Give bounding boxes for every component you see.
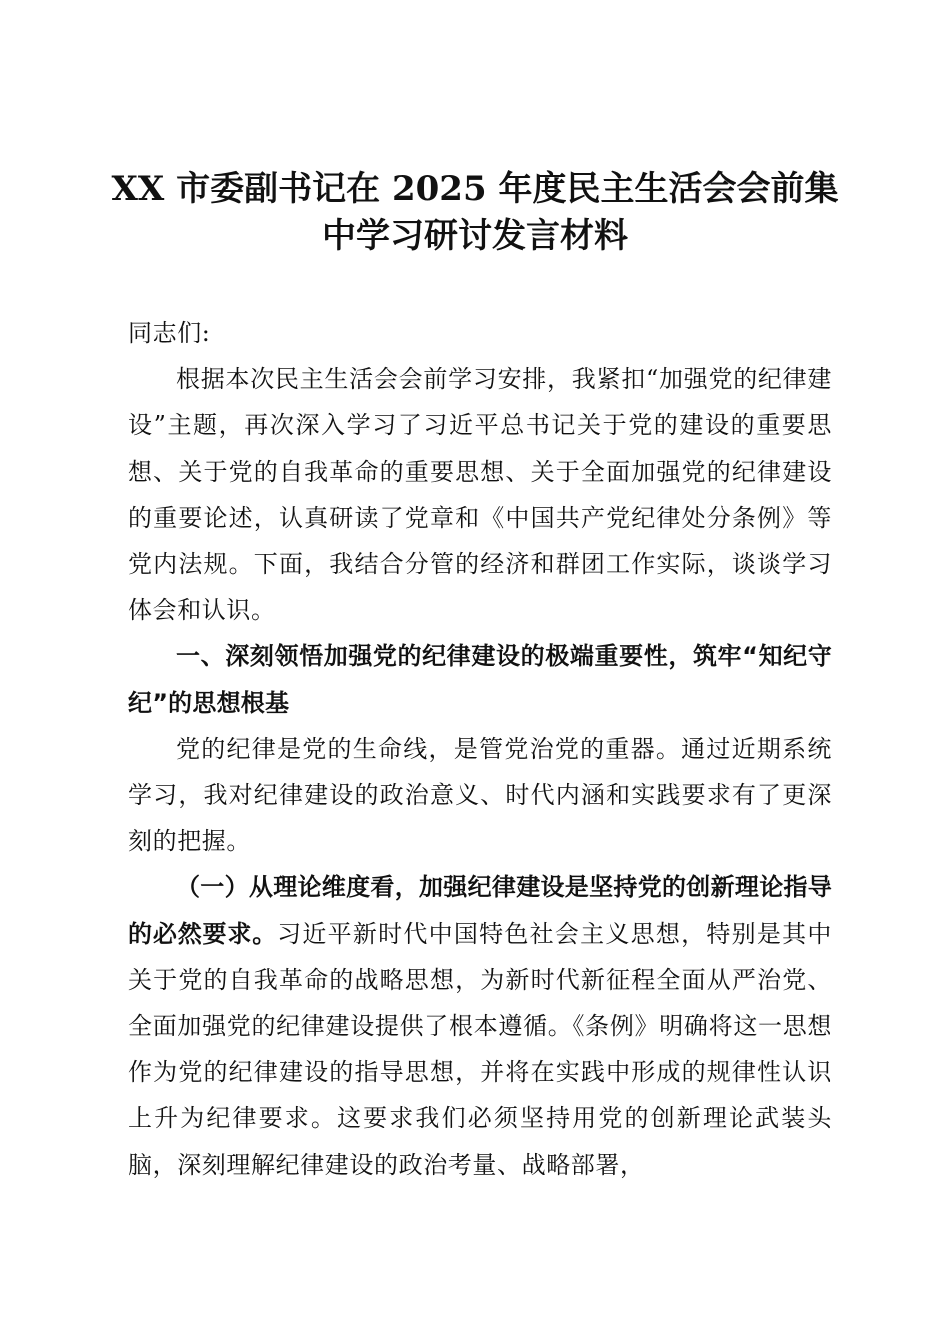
- document-title: [0, 166, 950, 260]
- document-body: [128, 310, 832, 1188]
- intro-paragraph: 根据本次民主生活会会前学习安排，我紧扣“加强党的纪律建设”主题，再次深入学习了习近平总书记关于党的建设的重要思想、关于党的自我革命的重要思想、关于全面加强党的纪律建设的重要论述，认真研读了党章和《中国共产党纪律处分条例》等党内法规。下面，我结合分管的经济和群团工作实际，谈谈学习体会和认识。: [128, 365, 832, 625]
- title-line-1: XX 市委副书记在 2025 年度民主生活会会前集: [111, 169, 839, 209]
- section-1-heading: 一、深刻领悟加强党的纪律建设的极端重要性，筑牢“知纪守纪”的思想根基: [128, 642, 832, 717]
- section-1-paragraph: 党的纪律是党的生命线，是管党治党的重器。通过近期系统学习，我对纪律建设的政治意义、时代内涵和实践要求有了更深刻的把握。: [128, 734, 832, 856]
- subsection-1-paragraph: [128, 864, 832, 1187]
- title-line-2: 中学习研讨发言材料: [322, 216, 628, 256]
- salutation: 同志们:: [128, 319, 211, 347]
- subsection-1-text: 习近平新时代中国特色社会主义思想，特别是其中关于党的自我革命的战略思想，为新时代新征程全面从严治党、全面加强党的纪律建设提供了根本遵循。《条例》明确将这一思想作为党的纪律建设的指导思想，并将在实践中形成的规律性认识上升为纪律要求。这要求我们必须坚持用党的创新理论武装头脑，深刻理解纪律建设的政治考量、战略部署，: [128, 919, 832, 1179]
- subsection-1-lead: （一）从理论维度看，加强纪律建设是坚持党的创新理论指导的必然要求。: [128, 873, 832, 948]
